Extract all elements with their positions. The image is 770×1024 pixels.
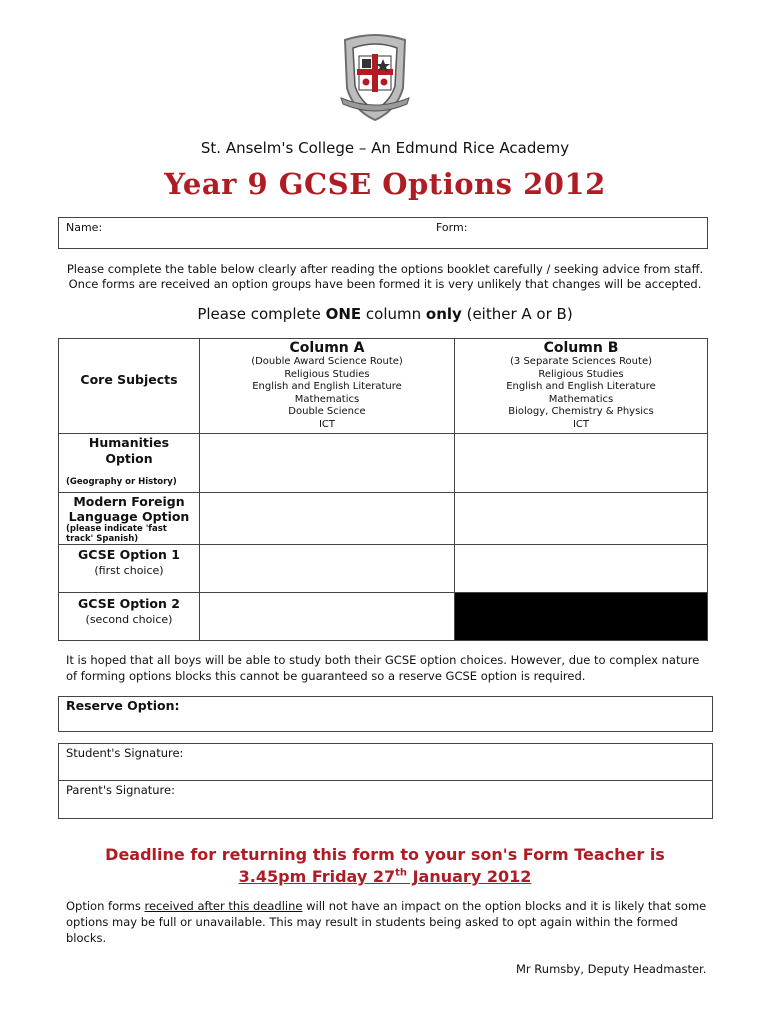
gcse-option-2-header-cell <box>59 593 200 641</box>
form-field-label[interactable]: Form: <box>436 221 468 234</box>
complete-pre: Please complete <box>197 305 326 323</box>
late-underlined: received after this deadline <box>144 899 303 913</box>
deadline-ordinal: th <box>395 867 408 879</box>
column-b-gcse-1-input[interactable] <box>455 545 708 593</box>
column-a-core-cell[interactable] <box>200 339 455 434</box>
column-b-subject: Religious Studies <box>538 368 624 380</box>
humanities-header-cell <box>59 434 200 493</box>
column-b-humanities-input[interactable] <box>455 434 708 493</box>
column-a-subject: ICT <box>318 418 336 430</box>
humanities-label-2: Option <box>105 451 153 466</box>
column-b-subject: Biology, Chemistry & Physics <box>508 406 654 418</box>
column-a-route: (Double Award Science Route) <box>251 356 403 367</box>
deadline-heading: Deadline for returning this form to your son's Form Teacher is <box>105 845 665 864</box>
mfl-label-2: Language Option <box>68 509 190 524</box>
column-a-gcse-1-input[interactable] <box>200 545 455 593</box>
college-crest-logo <box>337 30 413 122</box>
complete-only: only <box>425 305 462 323</box>
mfl-header-cell <box>59 493 200 545</box>
mfl-note-2: track' Spanish) <box>66 534 139 544</box>
reserve-option-label: Reserve Option: <box>66 698 180 713</box>
complete-instruction <box>0 305 770 323</box>
late-note-line-3: blocks. <box>66 931 107 945</box>
instruction-line-1: Please complete the table below clearly after reading the options booklet carefully / seeking advice from staff. <box>66 262 704 276</box>
instruction-line-2: Once forms are received an option groups have been formed it is very unlikely that changes will be accepted. <box>68 277 702 291</box>
column-b-title: Column B <box>543 340 619 356</box>
form-title: Year 9 GCSE Options 2012 <box>164 167 606 201</box>
column-a-humanities-input[interactable] <box>200 434 455 493</box>
column-b-subject: ICT <box>572 418 590 430</box>
parent-signature-field[interactable]: Parent's Signature: <box>66 783 175 797</box>
deadline-time: 3.45pm Friday 27 <box>238 867 396 886</box>
late-note-line-1 <box>66 899 706 913</box>
column-a-subject: Religious Studies <box>284 368 370 380</box>
complete-mid: column <box>361 305 426 323</box>
gcse-option-2-label: GCSE Option 2 <box>78 596 180 611</box>
humanities-label: Humanities <box>88 435 170 450</box>
column-a-subject: Mathematics <box>294 393 360 405</box>
reserve-note-line-1: It is hoped that all boys will be able to study both their GCSE option choices. However, due to complex nature <box>66 653 700 667</box>
late-post: will not have an impact on the option blocks and it is likely that some <box>302 899 707 913</box>
name-field-label[interactable]: Name: <box>66 221 103 234</box>
gcse-option-1-header-cell <box>59 545 200 593</box>
column-a-title: Column A <box>289 340 365 356</box>
school-name: St. Anselm's College – An Edmund Rice Academy <box>200 139 570 157</box>
deadline-month-year: January 2012 <box>407 867 532 886</box>
column-a-gcse-2-input[interactable] <box>200 593 455 641</box>
gcse-option-1-label: GCSE Option 1 <box>78 547 180 562</box>
gcse-option-1-note: (first choice) <box>94 564 164 577</box>
options-table <box>58 338 708 641</box>
column-b-gcse-2-blocked-cell <box>455 593 708 641</box>
column-b-core-cell[interactable] <box>455 339 708 434</box>
late-pre: Option forms <box>66 899 145 913</box>
reserve-note-line-2: of forming options blocks this cannot be guaranteed so a reserve GCSE option is required. <box>66 669 586 683</box>
complete-post: (either A or B) <box>461 305 573 323</box>
student-signature-field[interactable]: Student's Signature: <box>66 746 184 760</box>
column-a-subject: Double Science <box>288 406 366 418</box>
column-b-mfl-input[interactable] <box>455 493 708 545</box>
column-b-subject: Mathematics <box>548 393 614 405</box>
signoff: Mr Rumsby, Deputy Headmaster. <box>516 962 707 976</box>
deadline-date <box>0 867 770 886</box>
column-b-route: (3 Separate Sciences Route) <box>510 356 652 367</box>
name-form-box <box>58 217 708 249</box>
mfl-label: Modern Foreign <box>73 494 185 509</box>
column-b-subject: English and English Literature <box>506 381 656 393</box>
mfl-note: (please indicate 'fast <box>66 524 167 534</box>
complete-one: ONE <box>325 305 362 323</box>
humanities-note: (Geography or History) <box>66 477 177 487</box>
core-subjects-header-cell <box>59 339 200 434</box>
core-subjects-label: Core Subjects <box>80 372 178 387</box>
gcse-option-2-note: (second choice) <box>85 613 173 626</box>
late-note-line-2: options may be full or unavailable. This may result in students being asked to opt again within the formed <box>66 915 678 929</box>
signature-divider <box>58 780 713 781</box>
column-a-mfl-input[interactable] <box>200 493 455 545</box>
column-a-subject: English and English Literature <box>252 381 402 393</box>
